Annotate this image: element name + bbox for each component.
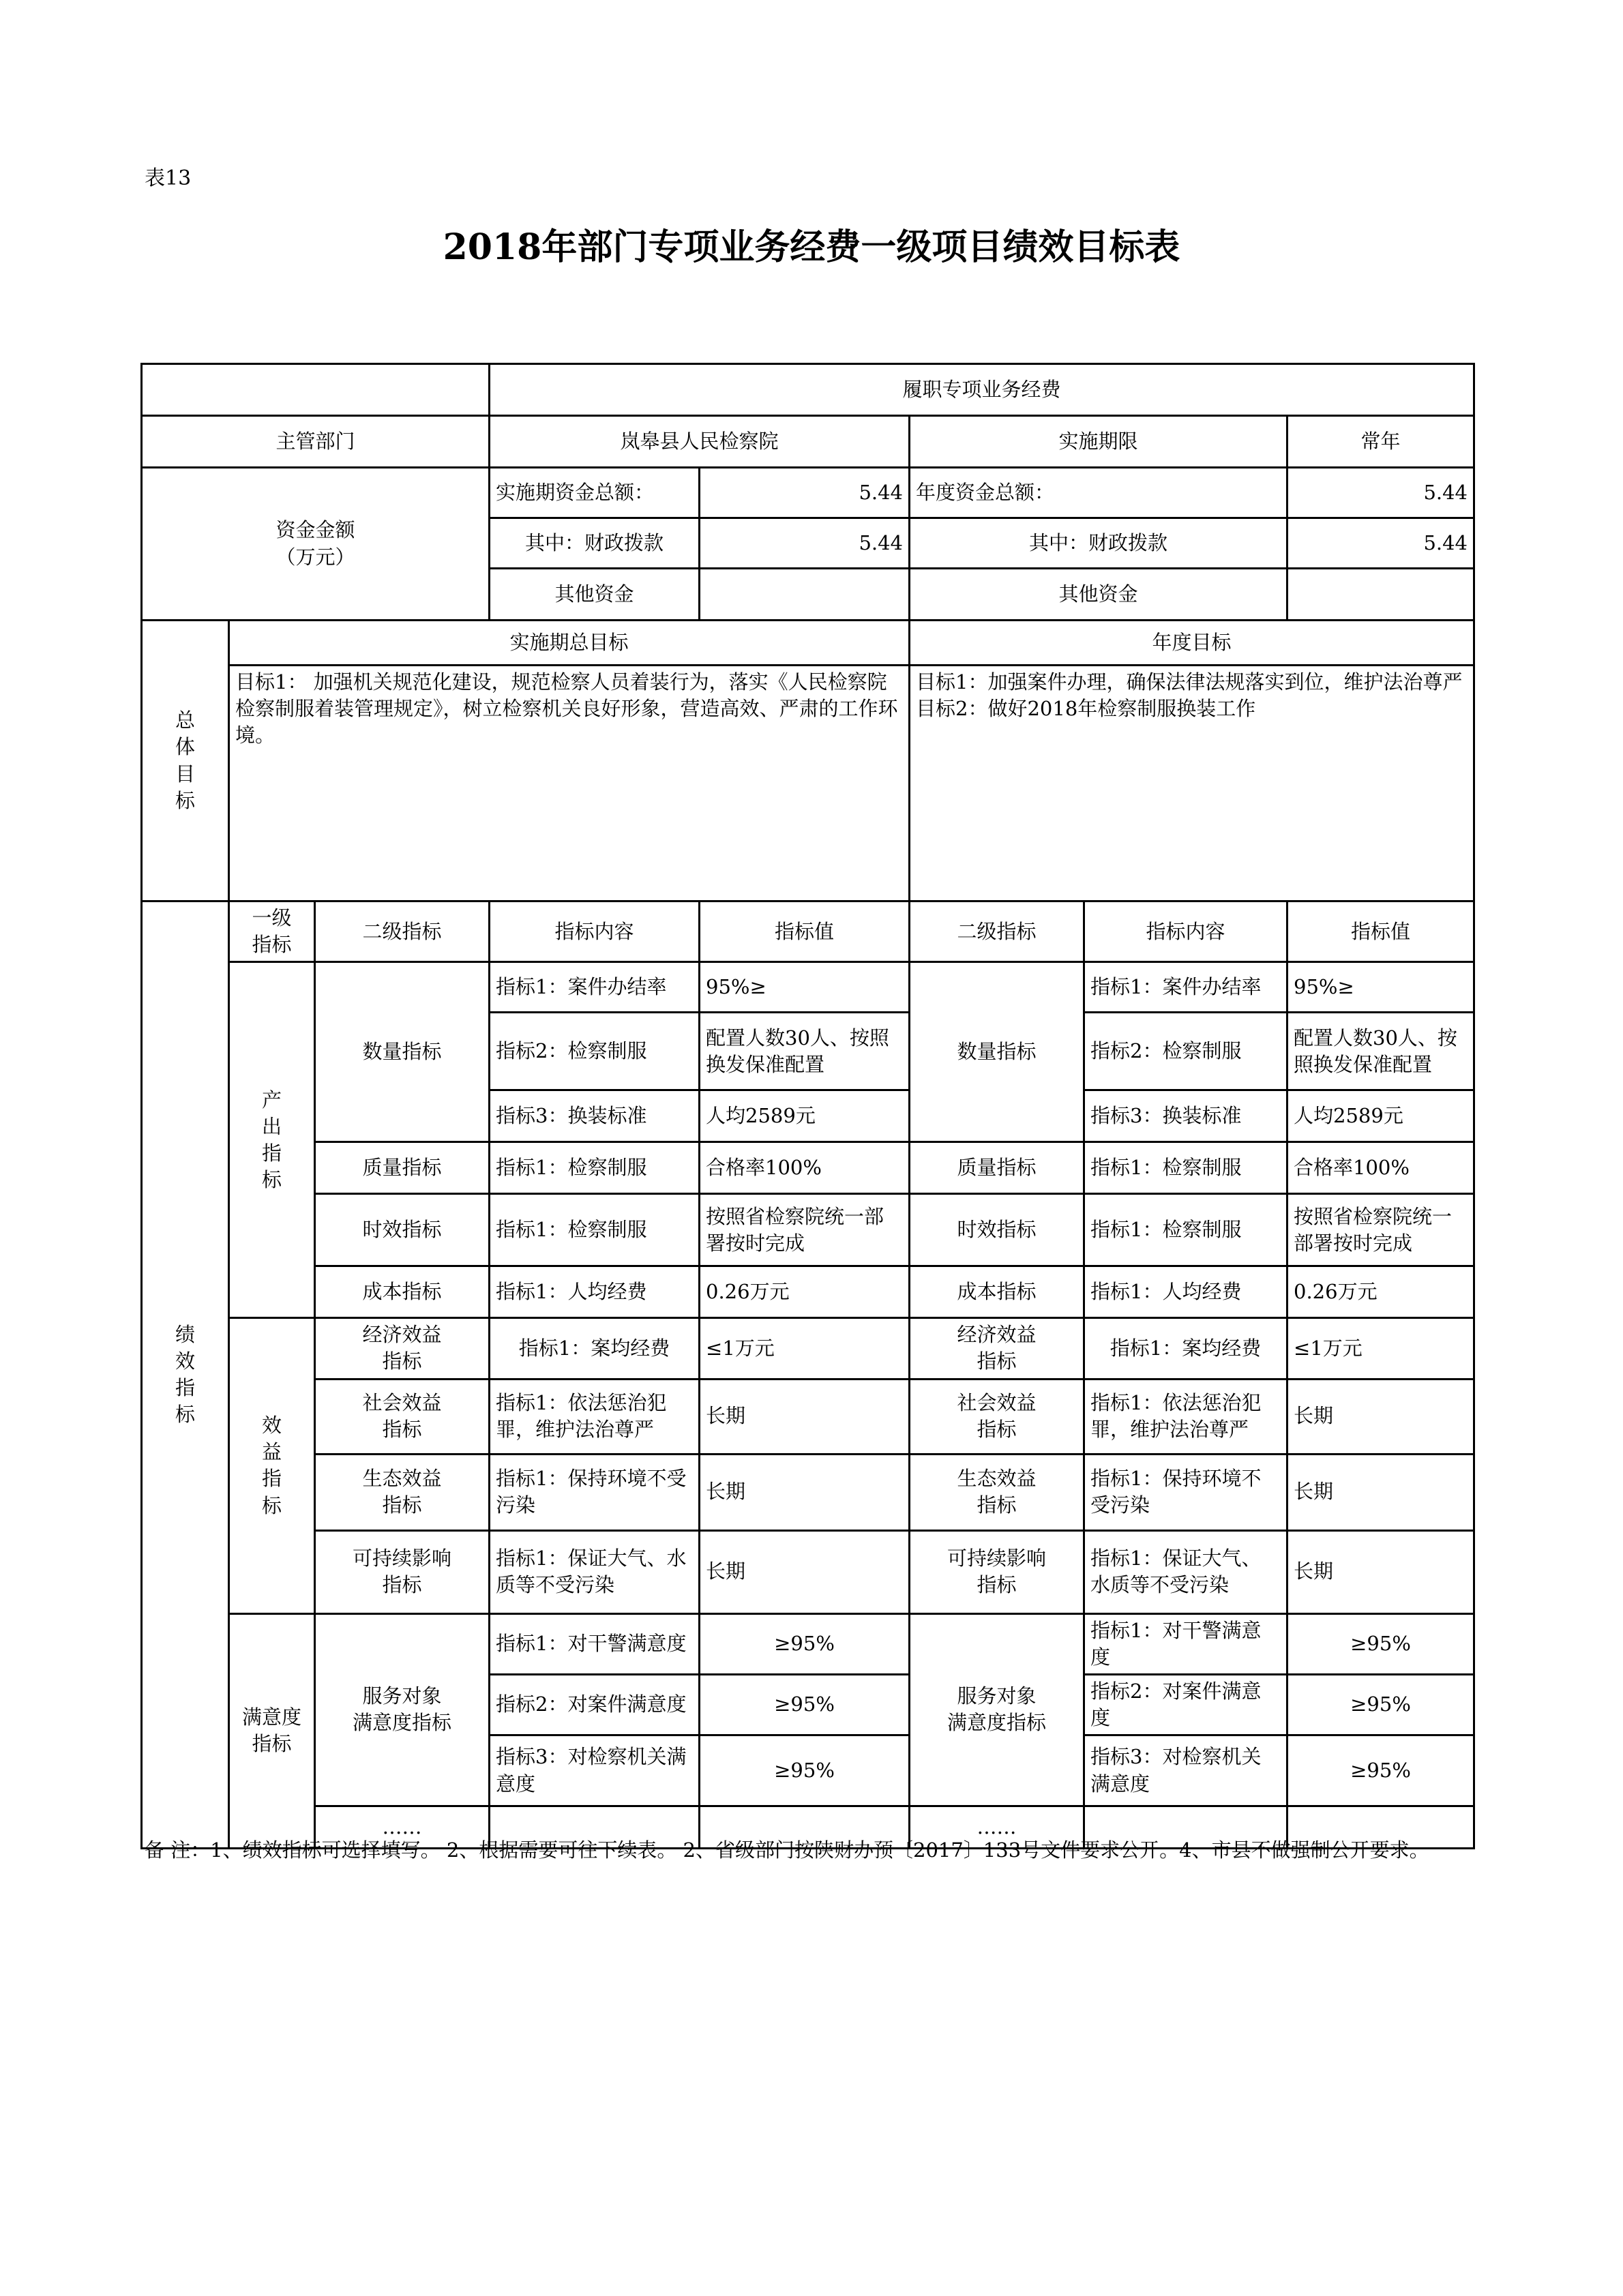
project-name-value: 履职专项业务经费 bbox=[490, 364, 1474, 416]
sustainable-content: 指标1：保证大气、水质等不受污染 bbox=[490, 1530, 700, 1613]
economic-content-b: 指标1：案均经费 bbox=[1084, 1318, 1287, 1379]
ecological-value: 长期 bbox=[700, 1454, 910, 1530]
s3-value-b: ≥95% bbox=[1287, 1735, 1474, 1806]
q3-value: 人均2589元 bbox=[700, 1090, 910, 1142]
ecological-label bbox=[315, 1454, 490, 1530]
service-label bbox=[315, 1613, 490, 1806]
funds-fiscal-value: 5.44 bbox=[700, 518, 910, 569]
cost-value-b: 0.26万元 bbox=[1287, 1266, 1474, 1318]
header-content: 指标内容 bbox=[490, 901, 700, 962]
s1-content: 指标1：对干警满意度 bbox=[490, 1613, 700, 1674]
table-row bbox=[142, 1454, 1474, 1530]
s3-content: 指标3：对检察机关满意度 bbox=[490, 1735, 700, 1806]
funds-other-label: 其他资金 bbox=[490, 569, 700, 621]
table-row bbox=[142, 962, 1474, 1013]
funds-other-value bbox=[700, 569, 910, 621]
period-label: 实施期限 bbox=[910, 416, 1287, 468]
service-label-b-text: 服务对象 满意度指标 bbox=[947, 1684, 1047, 1735]
funds-annual-other-label: 其他资金 bbox=[910, 569, 1287, 621]
quality-content: 指标1：检察制服 bbox=[490, 1142, 700, 1194]
benefit-label bbox=[229, 1318, 315, 1613]
ecological-content: 指标1：保持环境不受污染 bbox=[490, 1454, 700, 1530]
service-label-text: 服务对象 满意度指标 bbox=[353, 1684, 452, 1735]
timeliness-value: 按照省检察院统一部署按时完成 bbox=[700, 1194, 910, 1266]
ellipsis-cell: …… bbox=[315, 1806, 490, 1849]
q3-content-b: 指标3：换装标准 bbox=[1084, 1090, 1287, 1142]
q3-value-b: 人均2589元 bbox=[1287, 1090, 1474, 1142]
quality-label-b: 质量指标 bbox=[910, 1142, 1084, 1194]
economic-value-b: ≤1万元 bbox=[1287, 1318, 1474, 1379]
quantity-label-b: 数量指标 bbox=[910, 962, 1084, 1142]
timeliness-content: 指标1：检察制服 bbox=[490, 1194, 700, 1266]
funds-total-label: 实施期资金总额： bbox=[490, 468, 700, 518]
s1-value-b: ≥95% bbox=[1287, 1613, 1474, 1674]
header-level2-b: 二级指标 bbox=[910, 901, 1084, 962]
table-row bbox=[142, 1142, 1474, 1194]
funds-label-line1: 资金金额 bbox=[276, 518, 355, 542]
goals-side-text: 总 体 目 标 bbox=[175, 709, 195, 812]
funds-label bbox=[142, 468, 490, 621]
sustainable-label bbox=[315, 1530, 490, 1613]
goals-text-row bbox=[142, 666, 1474, 901]
s2-value-b: ≥95% bbox=[1287, 1674, 1474, 1735]
economic-content: 指标1：案均经费 bbox=[490, 1318, 700, 1379]
social-value-b: 长期 bbox=[1287, 1379, 1474, 1454]
funds-row-total bbox=[142, 468, 1474, 518]
period-value: 常年 bbox=[1287, 416, 1474, 468]
economic-label bbox=[315, 1318, 490, 1379]
q2-value-b: 配置人数30人、按照换发保准配置 bbox=[1287, 1013, 1474, 1090]
header-level1 bbox=[229, 901, 315, 962]
quantity-label: 数量指标 bbox=[315, 962, 490, 1142]
economic-value: ≤1万元 bbox=[700, 1318, 910, 1379]
cost-label: 成本指标 bbox=[315, 1266, 490, 1318]
table-row bbox=[142, 1194, 1474, 1266]
s3-content-b: 指标3：对检察机关满意度 bbox=[1084, 1735, 1287, 1806]
funds-annual-value: 5.44 bbox=[1287, 468, 1474, 518]
cost-value: 0.26万元 bbox=[700, 1266, 910, 1318]
q1-value-b: 95%≥ bbox=[1287, 962, 1474, 1013]
q2-content-b: 指标2：检察制服 bbox=[1084, 1013, 1287, 1090]
header-level2: 二级指标 bbox=[315, 901, 490, 962]
social-label-b-text: 社会效益 指标 bbox=[957, 1390, 1037, 1442]
q1-content-b: 指标1：案件办结率 bbox=[1084, 962, 1287, 1013]
sustainable-value-b: 长期 bbox=[1287, 1530, 1474, 1613]
benefit-label-text: 效 益 指 标 bbox=[261, 1414, 282, 1517]
cost-content: 指标1：人均经费 bbox=[490, 1266, 700, 1318]
social-label-text: 社会效益 指标 bbox=[362, 1390, 442, 1442]
table-row bbox=[142, 1530, 1474, 1613]
social-label bbox=[315, 1379, 490, 1454]
social-value: 长期 bbox=[700, 1379, 910, 1454]
economic-label-text: 经济效益 指标 bbox=[362, 1323, 442, 1373]
dept-label: 主管部门 bbox=[142, 416, 490, 468]
social-content: 指标1：依法惩治犯罪，维护法治尊严 bbox=[490, 1379, 700, 1454]
ecological-label-b-text: 生态效益 指标 bbox=[957, 1466, 1037, 1517]
funds-fiscal-label: 其中：财政拨款 bbox=[490, 518, 700, 569]
quality-content-b: 指标1：检察制服 bbox=[1084, 1142, 1287, 1194]
q3-content: 指标3：换装标准 bbox=[490, 1090, 700, 1142]
header-value-b: 指标值 bbox=[1287, 901, 1474, 962]
dept-value: 岚皋县人民检察院 bbox=[490, 416, 910, 468]
table-row bbox=[142, 1379, 1474, 1454]
timeliness-label-b: 时效指标 bbox=[910, 1194, 1084, 1266]
goals-period-header: 实施期总目标 bbox=[229, 621, 910, 666]
funds-annual-label: 年度资金总额： bbox=[910, 468, 1287, 518]
ecological-label-b bbox=[910, 1454, 1084, 1530]
table-row bbox=[142, 1318, 1474, 1379]
header-content-b: 指标内容 bbox=[1084, 901, 1287, 962]
ecological-label-text: 生态效益 指标 bbox=[362, 1466, 442, 1517]
page-label: 表13 bbox=[145, 166, 192, 190]
page-title: 2018年部门专项业务经费一级项目绩效目标表 bbox=[443, 226, 1180, 268]
social-content-b: 指标1：依法惩治犯罪，维护法治尊严 bbox=[1084, 1379, 1287, 1454]
timeliness-value-b: 按照省检察院统一部署按时完成 bbox=[1287, 1194, 1474, 1266]
footnote: 备 注：1、绩效指标可选择填写。 2、根据需要可往下续表。 2、省级部门按陕财办预〔2017〕133号文件要求公开。4、市县不做强制公开要求。 bbox=[145, 1838, 1429, 1862]
cost-content-b: 指标1：人均经费 bbox=[1084, 1266, 1287, 1318]
indicators-side-label bbox=[142, 901, 229, 1849]
s2-content-b: 指标2：对案件满意度 bbox=[1084, 1674, 1287, 1735]
quality-value-b: 合格率100% bbox=[1287, 1142, 1474, 1194]
goals-header-row bbox=[142, 621, 1474, 666]
goals-annual-header: 年度目标 bbox=[910, 621, 1474, 666]
department-row bbox=[142, 416, 1474, 468]
q2-content: 指标2：检察制服 bbox=[490, 1013, 700, 1090]
table-row bbox=[142, 1613, 1474, 1674]
q2-value: 配置人数30人、按照换发保准配置 bbox=[700, 1013, 910, 1090]
project-name-label bbox=[142, 364, 490, 416]
project-name-row bbox=[142, 364, 1474, 416]
timeliness-label: 时效指标 bbox=[315, 1194, 490, 1266]
quality-label: 质量指标 bbox=[315, 1142, 490, 1194]
funds-annual-fiscal-value: 5.44 bbox=[1287, 518, 1474, 569]
q1-value: 95%≥ bbox=[700, 962, 910, 1013]
s1-value: ≥95% bbox=[700, 1613, 910, 1674]
quality-value: 合格率100% bbox=[700, 1142, 910, 1194]
header-level1-text: 一级 指标 bbox=[252, 906, 292, 957]
table-row bbox=[142, 1266, 1474, 1318]
s2-content: 指标2：对案件满意度 bbox=[490, 1674, 700, 1735]
goals-side-label bbox=[142, 621, 229, 901]
sustainable-label-b bbox=[910, 1530, 1084, 1613]
indicators-side-text: 绩 效 指 标 bbox=[175, 1322, 195, 1427]
performance-target-table bbox=[140, 363, 1522, 1849]
output-label-text: 产 出 指 标 bbox=[261, 1088, 282, 1191]
satisfaction-label-text: 满意度 指标 bbox=[241, 1705, 301, 1756]
q1-content: 指标1：案件办结率 bbox=[490, 962, 700, 1013]
ecological-content-b: 指标1：保持环境不受污染 bbox=[1084, 1454, 1287, 1530]
sustainable-value: 长期 bbox=[700, 1530, 910, 1613]
timeliness-content-b: 指标1：检察制服 bbox=[1084, 1194, 1287, 1266]
sustainable-label-b-text: 可持续影响 指标 bbox=[947, 1546, 1047, 1597]
economic-label-b-text: 经济效益 指标 bbox=[957, 1323, 1037, 1373]
social-label-b bbox=[910, 1379, 1084, 1454]
goals-period-text: 目标1： 加强机关规范化建设，规范检察人员着装行为，落实《人民检察院检察制服着装管理规定》，树立检察机关良好形象，营造高效、严肃的工作环境。 bbox=[229, 666, 910, 901]
funds-annual-other-value bbox=[1287, 569, 1474, 621]
satisfaction-label bbox=[229, 1613, 315, 1849]
output-label bbox=[229, 962, 315, 1318]
goals-annual-text: 目标1：加强案件办理，确保法律法规落实到位，维护法治尊严 目标2：做好2018年检察制服换装工作 bbox=[910, 666, 1474, 901]
economic-label-b bbox=[910, 1318, 1084, 1379]
s3-value: ≥95% bbox=[700, 1735, 910, 1806]
header-value: 指标值 bbox=[700, 901, 910, 962]
s1-content-b: 指标1：对干警满意度 bbox=[1084, 1613, 1287, 1674]
funds-total-value: 5.44 bbox=[700, 468, 910, 518]
cost-label-b: 成本指标 bbox=[910, 1266, 1084, 1318]
sustainable-content-b: 指标1：保证大气、水质等不受污染 bbox=[1084, 1530, 1287, 1613]
ecological-value-b: 长期 bbox=[1287, 1454, 1474, 1530]
s2-value: ≥95% bbox=[700, 1674, 910, 1735]
indicators-header-row bbox=[142, 901, 1474, 962]
sustainable-label-text: 可持续影响 指标 bbox=[353, 1546, 452, 1597]
funds-annual-fiscal-label: 其中：财政拨款 bbox=[910, 518, 1287, 569]
funds-label-line2: （万元） bbox=[276, 545, 355, 569]
service-label-b bbox=[910, 1613, 1084, 1806]
ellipsis-cell-b: …… bbox=[910, 1806, 1084, 1849]
